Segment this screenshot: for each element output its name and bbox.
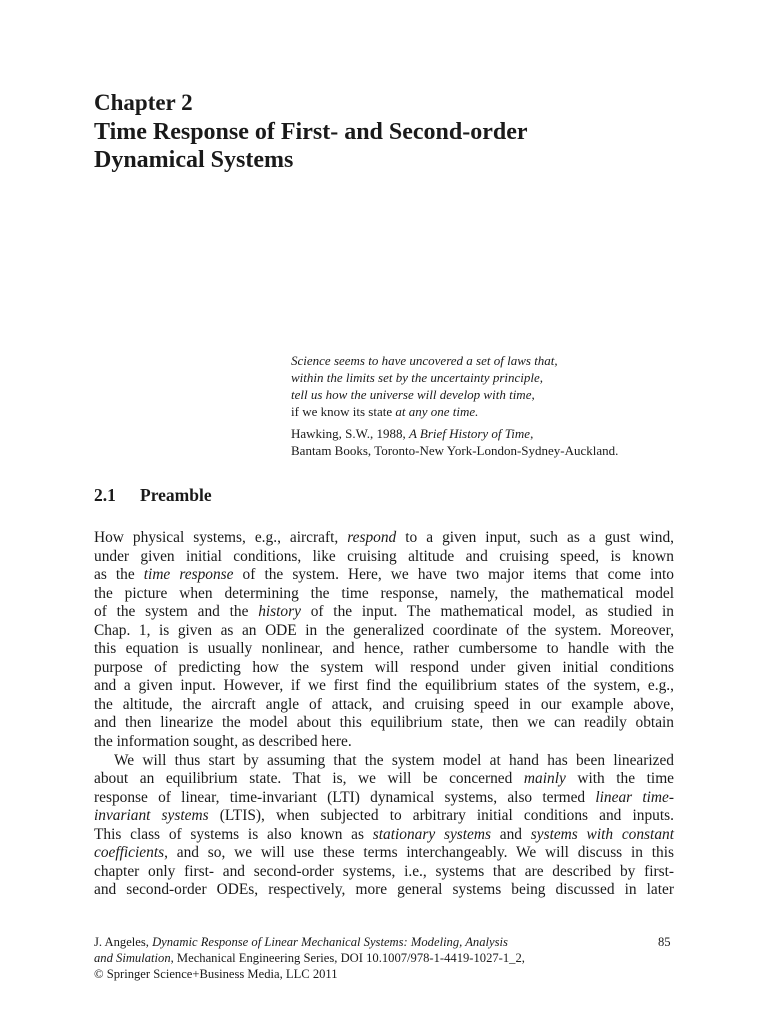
citation-line-1 — [291, 425, 691, 442]
body-line — [94, 807, 674, 826]
emphasis-text: time response — [143, 566, 234, 584]
epigraph-quote-line: tell us how the universe will develop with time, — [291, 387, 535, 402]
epigraph — [291, 352, 691, 459]
body-text-segment: and — [491, 825, 531, 843]
footer-author: J. Angeles, — [94, 935, 153, 949]
section-title: Preamble — [140, 485, 212, 505]
body-line — [94, 733, 674, 752]
body-text-segment: We will thus start by assuming that the system model at hand has been linearized — [114, 751, 674, 769]
epigraph-quote-line: within the limits set by the uncertainty principle, — [291, 370, 544, 385]
body-line — [94, 603, 674, 622]
footer-book-title: Dynamic Response of Linear Mechanical Systems: Modeling, Analysis — [152, 935, 508, 949]
body-text-segment: chapter only first- and second-order systems, i.e., systems that are described by first- — [94, 862, 674, 880]
body-text-segment: as the — [94, 566, 144, 584]
body-text-segment: the picture when determining the time response, namely, the mathematical model — [94, 584, 674, 602]
footer-line-2 — [94, 950, 674, 966]
epigraph-citation — [291, 425, 691, 459]
body-line — [94, 770, 674, 789]
emphasis-text: linear time- — [595, 788, 674, 806]
citation-publisher: Bantam Books, Toronto-New York-London-Sydney-Auckland. — [291, 443, 619, 458]
emphasis-text: history — [258, 603, 301, 621]
body-text-segment: of the system and the — [94, 603, 259, 621]
body-line — [94, 677, 674, 696]
body-line — [94, 622, 674, 641]
body-text-segment: of the input. The mathematical model, as studied in — [300, 603, 674, 621]
body-text-segment: purpose of predicting how the system will respond under given initial conditions — [94, 658, 674, 676]
body-text-segment: of the system. Here, we have two major items that come into — [233, 566, 674, 584]
emphasis-text: respond — [347, 529, 397, 546]
footer-line-1 — [94, 934, 674, 950]
epigraph-quote-line: Science seems to have uncovered a set of laws that, — [291, 353, 558, 368]
section-number: 2.1 — [94, 485, 116, 505]
emphasis-text: invariant systems — [94, 807, 209, 825]
body-text-segment: the information sought, as described here. — [94, 733, 352, 751]
body-line — [94, 789, 674, 808]
body-text-segment: to a given input, such as a gust wind, — [396, 529, 674, 546]
footer-book-title-cont: and Simulation — [94, 951, 171, 965]
epigraph-quote-last-line — [291, 403, 691, 420]
citation-comma: , — [530, 426, 534, 441]
body-text-segment: and then linearize the model about this equilibrium state, then we can readily obtain — [94, 714, 674, 732]
chapter-title-line-1: Time Response of First- and Second-order — [94, 119, 528, 145]
epigraph-quote-last-plain: if we know its state — [291, 404, 396, 419]
body-text-segment: , and so, we will use these terms interchangeably. We will discuss in this — [164, 844, 674, 862]
body-text-segment: This class of systems is also known as — [94, 825, 373, 843]
footer-copyright: © Springer Science+Business Media, LLC 2011 — [94, 967, 338, 981]
body-text-segment: the altitude, the aircraft angle of attack, and cruising speed in our example above, — [94, 695, 674, 713]
body-text-segment: How physical systems, e.g., aircraft, — [94, 529, 348, 546]
citation-author: Hawking, S.W., 1988, — [291, 426, 409, 441]
body-text-segment: Chap. 1, is given as an ODE in the generalized coordinate of the system. Moreover, — [94, 621, 674, 639]
body-line — [94, 714, 674, 733]
body-line — [94, 881, 674, 900]
page-number: 85 — [658, 935, 671, 949]
emphasis-text: stationary systems — [372, 825, 491, 843]
body-line — [94, 640, 674, 659]
body-text-segment: about an equilibrium state. That is, we will be concerned — [94, 770, 524, 788]
body-line — [94, 529, 674, 548]
footer-series-doi: , Mechanical Engineering Series, DOI 10.1007/978-1-4419-1027-1_2, — [170, 951, 525, 965]
body-line — [94, 659, 674, 678]
footer-citation — [94, 934, 674, 982]
body-line — [94, 752, 674, 771]
body-text-segment: and second-order ODEs, respectively, more general systems being discussed in later — [94, 881, 674, 899]
citation-book-title: A Brief History of Time — [408, 426, 531, 441]
body-line — [94, 844, 674, 863]
emphasis-text: mainly — [523, 770, 566, 788]
body-text-segment: (LTIS), when subjected to arbitrary initial conditions and inputs. — [208, 807, 674, 825]
chapter-title-line-2: Dynamical Systems — [94, 147, 294, 173]
body-text-segment: with the time — [565, 770, 675, 788]
body-text-segment: and a given input. However, if we first find the equilibrium states of the system, e.g., — [94, 677, 674, 695]
body-text — [94, 529, 674, 900]
emphasis-text: coefficients — [94, 844, 165, 862]
body-line — [94, 566, 674, 585]
body-text-segment: under given initial conditions, like cruising altitude and cruising speed, is known — [94, 547, 674, 565]
body-line — [94, 863, 674, 882]
body-line — [94, 826, 674, 845]
chapter-label: Chapter 2 — [94, 90, 193, 115]
chapter-title — [94, 118, 694, 174]
emphasis-text: systems with constant — [530, 825, 674, 843]
epigraph-quote-last-italic: at any one time. — [395, 404, 479, 419]
section-heading — [94, 484, 212, 506]
body-text-segment: this equation is usually nonlinear, and hence, rather cumbersome to handle with the — [94, 640, 674, 658]
body-line — [94, 696, 674, 715]
body-line — [94, 548, 674, 567]
body-text-segment: response of linear, time-invariant (LTI) dynamical systems, also termed — [94, 788, 596, 806]
body-line — [94, 585, 674, 604]
